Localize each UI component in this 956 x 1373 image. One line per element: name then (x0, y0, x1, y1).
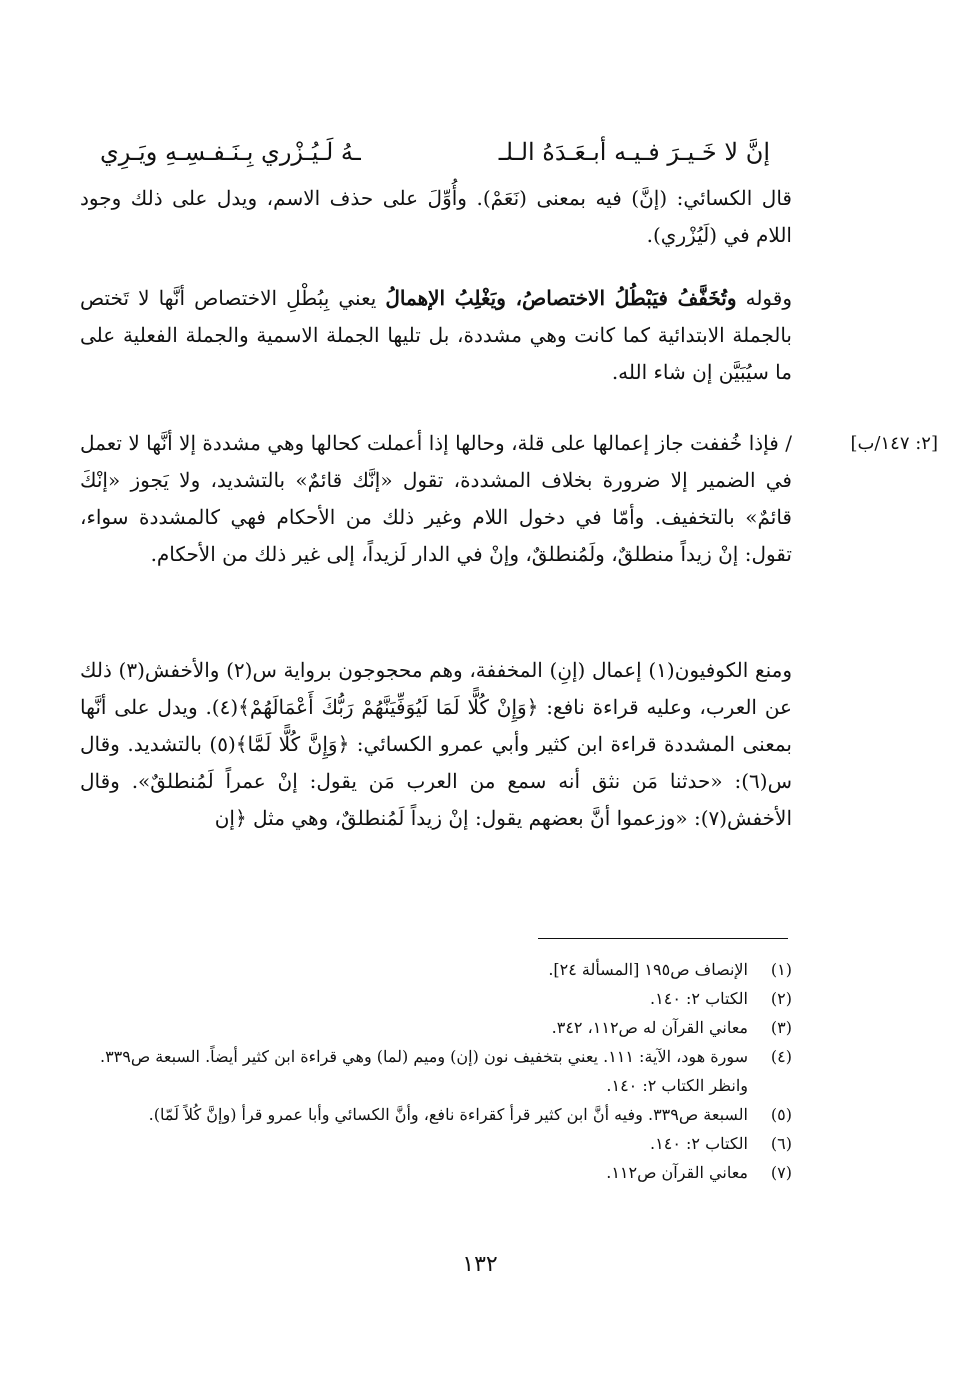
footnote-text: معاني القرآن ص١١٢. (606, 1163, 748, 1182)
footnote-number: (١) (770, 960, 792, 979)
poetry-verse (100, 130, 770, 174)
footnote-number: (٧) (770, 1163, 792, 1182)
paragraph-takhfif (80, 280, 792, 391)
footnote-separator (538, 938, 788, 939)
footnote-number: (٣) (770, 1018, 792, 1037)
footnote-item (80, 1013, 792, 1042)
footnote-text: الكتاب ٢: ١٤٠. (650, 1134, 748, 1153)
footnote-number: (٤) (770, 1047, 792, 1066)
paragraph-lead: وقوله (736, 286, 792, 310)
footnote-text: الإنصاف ص١٩٥ [المسألة ٢٤]. (548, 960, 748, 979)
footnote-item (80, 1100, 792, 1129)
footnote-number: (٥) (770, 1105, 792, 1124)
paragraph-kufiyun: ومنع الكوفيون(١) إعمال (إنِ) المخففة، وهم محجوجون برواية س(٢) والأخفش(٣) ذلك عن العرب، وعليه قراءة نافع: ﴿وَإِنْ كُلًّا لَمَا لَيُوَفِّيَنَّهُمْ رَبُّكَ أَعْمَالَهُمْ﴾(٤). ويدل على أنَّها بمعنى المشددة قراءة ابن كثير وأبي عمرو الكسائي: ﴿وَإِنَّ كُلًّا لَمَّا﴾(٥) بالتشديد. وقال س(٦): «حدثنا مَن نثق أنه سمع من العرب مَن يقول: إنْ عمراً لَمُنطلقٌ». وقال الأخفش(٧): «وزعموا أنَّ بعضهم يقول: إنْ زيداً لَمُنطلقٌ، وهي مثل ﴿إن (80, 658, 793, 830)
paragraph-ikhfaf: / فإذا خُففت جاز إعمالها على قلة، وحالها إذا أعملت كحالها وهي مشددة إلا أنَّها لا تعمل في الضمير إلا ضرورة بخلاف المشددة، تقول «إنَّك قائمٌ» بالتشديد، ولا يَجوز «إنْكَ قائمٌ» بالتخفيف. وأمّا في دخول اللام وغير ذلك من الأحكام فهي كالمشددة سواء، تقول: إنْ زيداً منطلقٌ، ولَمُنطلقٌ، وإنْ في الدار لَزيداً، إلى غير ذلك من الأحكام. (80, 431, 792, 566)
footnote-text: سورة هود، الآية: ١١١. يعني بتخفيف نون (إن) وميم (لما) وهي قراءة ابن كثير أيضاً. السبعة ص٣٣٩. وانظر الكتاب ٢: ١٤٠. (99, 1047, 748, 1095)
footnote-number: (٦) (770, 1134, 792, 1153)
footnote-item (80, 1158, 792, 1187)
footnote-text: السبعة ص٣٣٩. وفيه أنَّ ابن كثير قرأ كقراءة نافع، وأنَّ الكسائي وأبا عمرو قرأ (وإنَّ كُلاً لَمّا). (148, 1105, 748, 1124)
verse-second-hemistich: ـهُ لَـيُـزْري بِـنَـفـسِـهِ ويَـرِي (100, 138, 361, 166)
manuscript-folio-reference: [٢: ١٤٧/ب] (850, 433, 938, 454)
footnote-item (80, 955, 792, 984)
footnote-number: (٢) (770, 989, 792, 1008)
footnote-item (80, 1042, 792, 1100)
verse-first-hemistich: إنَّ لا خَـيـرَ فـيـه أبـعَـدَهُ الـلـ (498, 138, 770, 166)
footnote-item (80, 984, 792, 1013)
footnote-text: الكتاب ٢: ١٤٠. (650, 989, 748, 1008)
quoted-text-bold: وتُخَفَّفُ فيَبْطُلُ الاختصاصُ، ويَغْلِبُ الإهمالُ (385, 286, 737, 310)
footnotes (80, 955, 792, 1187)
page-number: ١٣٢ (462, 1252, 498, 1277)
footnote-item (80, 1129, 792, 1158)
footnote-text: معاني القرآن له ص١١٢، ٣٤٢. (551, 1018, 748, 1037)
paragraph-kisai: قال الكسائي: (إنَّ) فيه بمعنى (نَعَمْ). وأُوِّلَ على حذف الاسم، ويدل على ذلك وجود اللام في (لَيُزْري). (80, 186, 792, 247)
paragraph-continuation: يعني بِبُطْلِ الاختصاص أنَّها لا تَختص بالجملة الابتدائية كما كانت وهي مشددة، بل تليها الجملة الاسمية والجملة الفعلية على ما سيُبَيَّن إن شاء الله. (80, 286, 792, 384)
